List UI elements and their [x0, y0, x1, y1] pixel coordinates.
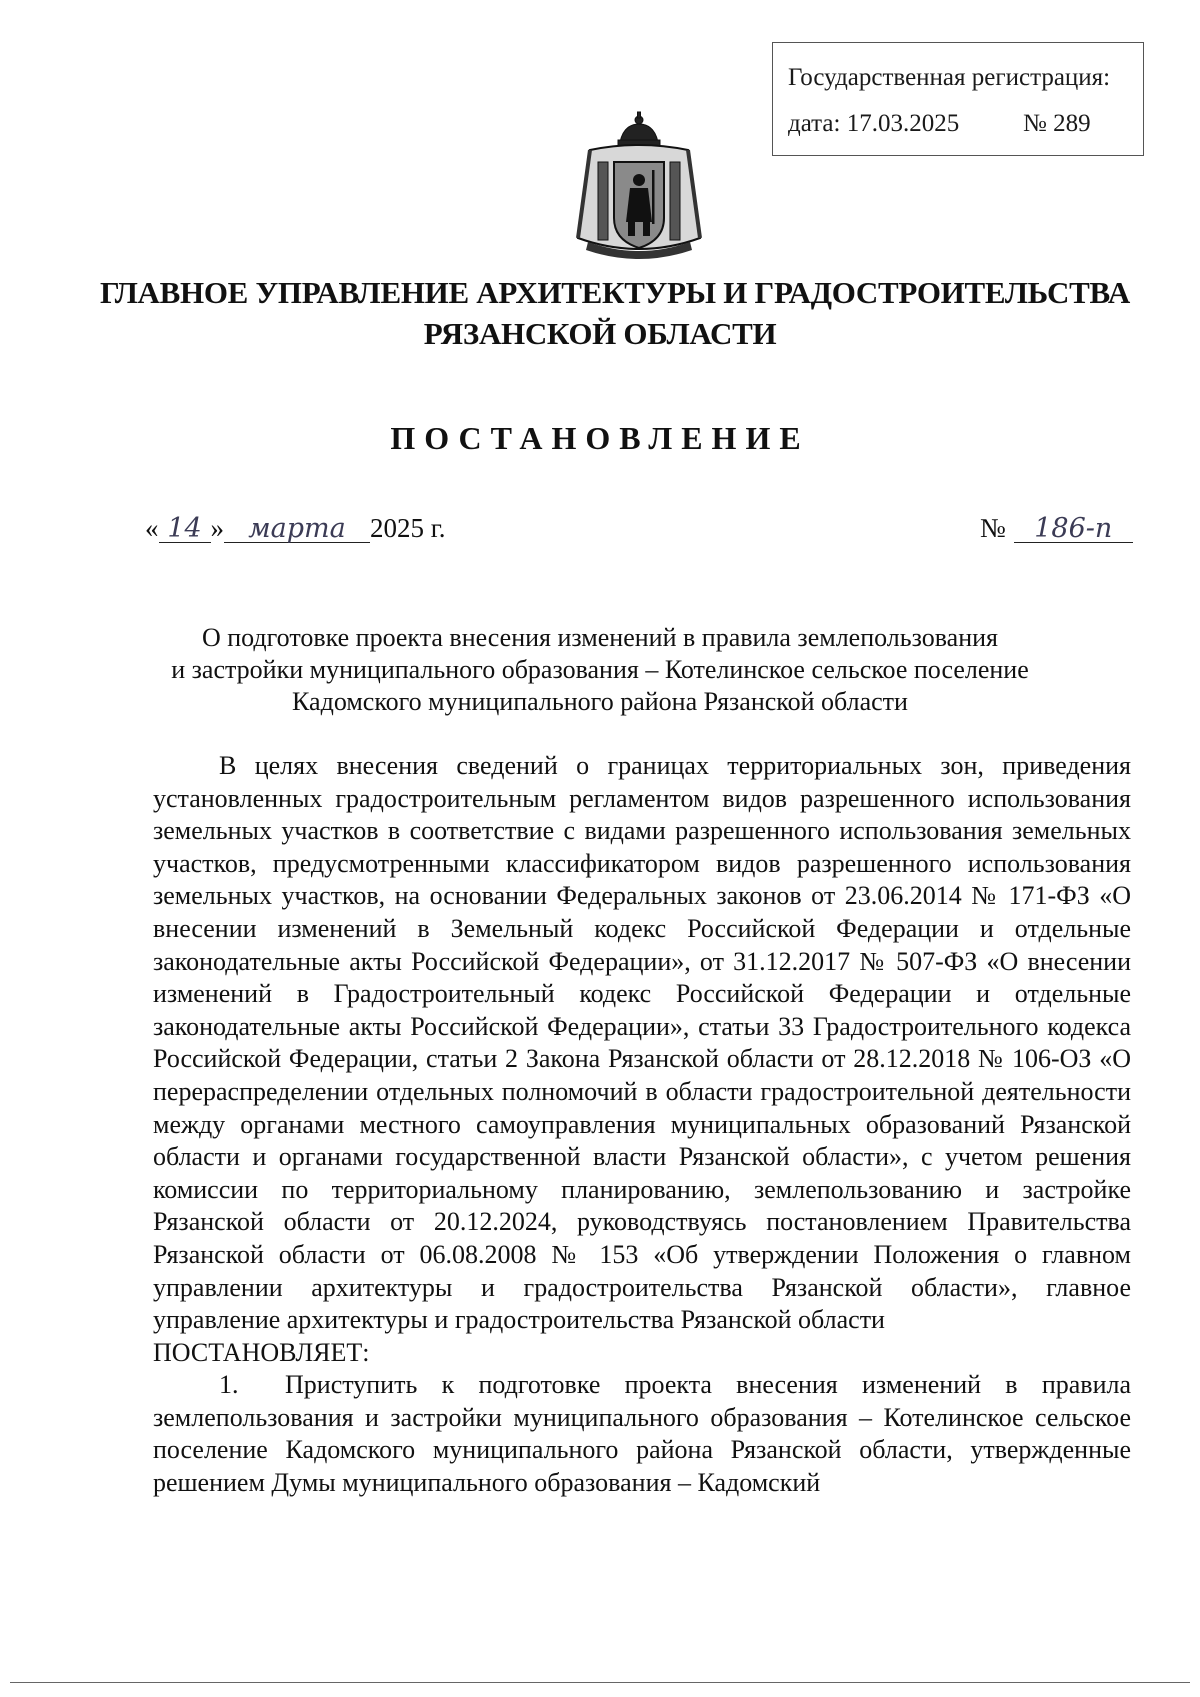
- body-paragraph: В целях внесения сведений о границах территориальных зон, приведения установленных градостроительным регламентом видов разрешенного использования земельных участков в соответствие с видами разрешенного использования земельных участков, предусмотренными классификатором видов разрешенного использования земельных участков, на основании Федеральных законов от 23.06.2014 № 171-ФЗ «О внесении изменений в Земельный кодекс Российской Федерации и отдельные законодательные акты Российской Федерации», от 31.12.2017 № 507-ФЗ «О внесении изменений в Градостроительный кодекс Российской Федерации и отдельные законодательные акты Российской Федерации», статьи 33 Градостроительного кодекса Российской Федерации, статьи 2 Закона Рязанской области от 28.12.2018 № 106-ОЗ «О перераспределении отдельных полномочий в области градостроительной деятельности между органами местного самоуправления муниципальных образований Рязанской области и органами государственной власти Рязанской области», с учетом решения комиссии по территориальному планированию, землепользованию и застройке Рязанской области от 20.12.2024, руководствуясь постановлением Правительства Рязанской области от 06.08.2008 № 153 «Об утверждении Положения о главном управлении архитектуры и градостроительства Рязанской области», главное управление архитектуры и градостроительства Рязанской области: [153, 751, 1131, 1335]
- decree-item: [153, 1369, 1131, 1499]
- issue-day: 14: [159, 515, 211, 543]
- issue-number-label: №: [980, 513, 1006, 543]
- issue-month: марта: [224, 515, 370, 543]
- organization-title: [100, 272, 1131, 354]
- issue-number: [980, 515, 1133, 543]
- issue-number-value: 186-п: [1014, 515, 1133, 543]
- document-type: ПОСТАНОВЛЕНИЕ: [390, 420, 810, 456]
- organization-title-line: РЯЗАНСКОЙ ОБЛАСТИ: [423, 316, 777, 351]
- heading-line: и застройки муниципального образования – Котелинское сельское поселение: [171, 655, 1029, 684]
- heading-line: О подготовке проекта внесения изменений в правила землепользования: [201, 623, 998, 652]
- decree-item-text: Приступить к подготовке проекта внесения изменений в правила землепользования и застройки муниципального образования – Котелинское сельское поселение Кадомского муниципального района Рязанской области, утвержденные решением Думы муниципального образования – Кадомский: [153, 1370, 1131, 1498]
- decree-word: ПОСТАНОВЛЯЕТ:: [153, 1337, 370, 1367]
- quote-close: »: [210, 513, 224, 543]
- page-bottom-rule: [10, 1682, 1190, 1683]
- organization-title-line: ГЛАВНОЕ УПРАВЛЕНИЕ АРХИТЕКТУРЫ И ГРАДОСТРОИТЕЛЬСТВА: [100, 275, 1131, 310]
- issue-date: [145, 515, 446, 543]
- registration-date: дата: 17.03.2025: [788, 110, 960, 137]
- document-body: [153, 750, 1131, 1500]
- registration-number: № 289: [1023, 110, 1091, 137]
- decree-item-number: 1.: [219, 1370, 239, 1400]
- registration-stamp: [772, 42, 1144, 156]
- document-heading: [120, 622, 1080, 718]
- heading-line: Кадомского муниципального района Рязанской области: [292, 687, 908, 716]
- quote-open: «: [145, 513, 159, 543]
- registration-title: Государственная регистрация:: [788, 64, 1111, 91]
- ryazan-coat-of-arms-icon: [568, 110, 710, 268]
- issue-year: 2025 г.: [370, 513, 446, 543]
